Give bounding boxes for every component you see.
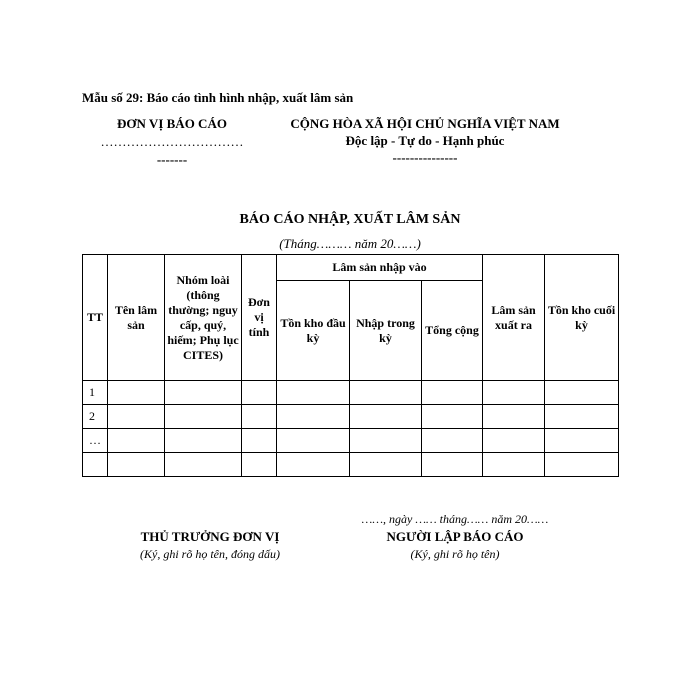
col-header-unit: Đơn vị tính	[242, 255, 277, 381]
col-header-import-group: Lâm sản nhập vào	[277, 255, 483, 281]
table-row	[83, 429, 619, 453]
head-of-unit-title: THỦ TRƯỞNG ĐƠN VỊ	[140, 529, 280, 544]
row-number: 1	[83, 381, 108, 405]
signature-left-block	[100, 528, 320, 563]
signature-right-block	[340, 528, 570, 563]
table-row	[83, 381, 619, 405]
table-row	[83, 453, 619, 477]
reporter-note: (Ký, ghi rõ họ tên)	[410, 547, 500, 561]
row-number: 2	[83, 405, 108, 429]
national-header-block	[280, 115, 570, 166]
col-header-import-in-period: Nhập trong kỳ	[350, 281, 422, 381]
table-row	[83, 405, 619, 429]
col-header-opening-stock: Tồn kho đầu kỳ	[277, 281, 350, 381]
col-header-export: Lâm sản xuất ra	[483, 255, 545, 381]
report-title: BÁO CÁO NHẬP, XUẤT LÂM SẢN	[239, 212, 461, 227]
nation-motto: Độc lập - Tự do - Hạnh phúc	[345, 133, 505, 148]
reporter-title: NGƯỜI LẬP BÁO CÁO	[386, 529, 524, 544]
signature-date-line: ……, ngày …… tháng…… năm 20……	[361, 512, 549, 526]
row-number: …	[83, 429, 108, 453]
row-number	[83, 453, 108, 477]
reporting-unit-dash: -------	[156, 152, 188, 167]
reporting-unit-label: ĐƠN VỊ BÁO CÁO	[117, 116, 227, 131]
col-header-name: Tên lâm sản	[108, 255, 165, 381]
col-header-total: Tổng cộng	[422, 281, 483, 381]
reporting-unit-block	[82, 115, 262, 169]
nation-dash: ---------------	[392, 150, 458, 165]
reporting-unit-dots: ……………………………	[100, 134, 244, 149]
head-of-unit-note: (Ký, ghi rõ họ tên, đóng dấu)	[140, 547, 280, 561]
report-period: (Tháng……… năm 20……)	[279, 236, 421, 251]
forest-products-table	[82, 254, 619, 477]
col-header-group: Nhóm loài (thông thường; nguy cấp, quý, hiếm; Phụ lục CITES)	[165, 255, 242, 381]
col-header-tt: TT	[83, 255, 108, 381]
col-header-closing-stock: Tồn kho cuối kỳ	[545, 255, 619, 381]
nation-name: CỘNG HÒA XÃ HỘI CHỦ NGHĨA VIỆT NAM	[290, 116, 560, 131]
form-code: Mẫu số 29: Báo cáo tình hình nhập, xuất lâm sản	[82, 90, 354, 105]
